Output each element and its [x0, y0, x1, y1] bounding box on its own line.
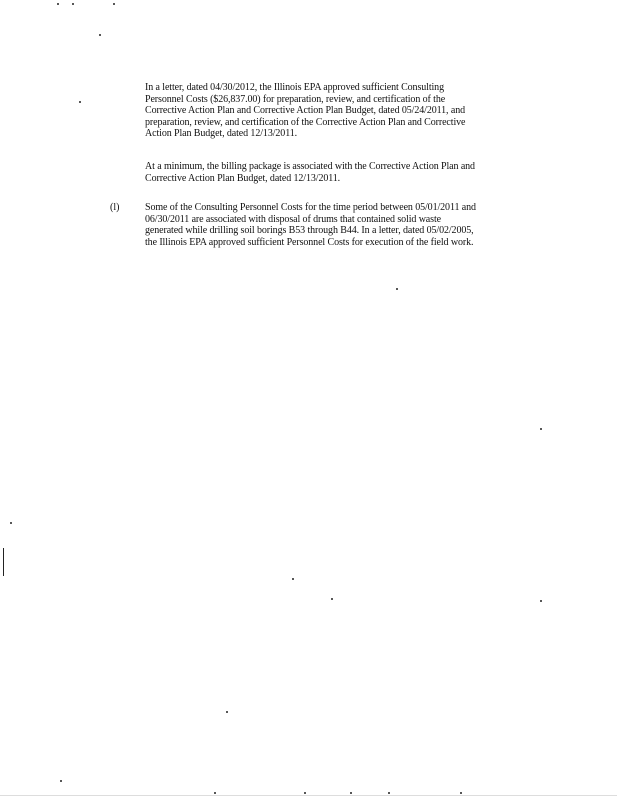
- scan-speck: [460, 792, 462, 794]
- text-line: the Illinois EPA approved sufficient Personnel Costs for execution of the field work.: [145, 236, 474, 248]
- scan-edge-mark: [3, 548, 4, 576]
- text-line: Corrective Action Plan and Corrective Action Plan Budget, dated 05/24/2011, and: [145, 105, 465, 117]
- scan-speck: [396, 288, 398, 290]
- scan-speck: [60, 780, 62, 782]
- scan-speck: [10, 522, 12, 524]
- text-line: In a letter, dated 04/30/2012, the Illinois EPA approved sufficient Consulting: [145, 82, 444, 93]
- item-label: (l): [110, 202, 120, 213]
- scan-speck: [350, 792, 352, 794]
- text-line: Personnel Costs ($26,837.00) for preparation, review, and certification of the: [145, 93, 446, 105]
- text-line: generated while drilling soil borings B53 through B44. In a letter, dated 05/02/2005,: [145, 225, 474, 237]
- scan-speck: [388, 792, 390, 794]
- text-line: preparation, review, and certification of the Corrective Action Plan and Corrective: [145, 116, 466, 128]
- scan-speck: [540, 600, 542, 602]
- scan-speck: [304, 792, 306, 794]
- scan-speck: [72, 3, 74, 5]
- scan-speck: [226, 711, 228, 713]
- scan-speck: [214, 792, 216, 794]
- paragraph-consulting-costs: [145, 202, 476, 248]
- text-line: Corrective Action Plan Budget, dated 12/13/2011.: [145, 172, 341, 184]
- scan-speck: [331, 598, 333, 600]
- scan-speck: [57, 3, 59, 5]
- text-line: 06/30/2011 are associated with disposal of drums that contained solid waste: [145, 213, 441, 225]
- scan-speck: [540, 428, 542, 430]
- paragraph-billing-package: [145, 161, 475, 184]
- text-line: At a minimum, the billing package is associated with the Corrective Action Plan and: [145, 161, 475, 172]
- scan-edge-mark: [0, 795, 617, 796]
- scan-speck: [113, 3, 115, 5]
- scan-speck: [79, 101, 81, 103]
- scan-speck: [292, 578, 294, 580]
- text-line: Action Plan Budget, dated 12/13/2011.: [145, 128, 298, 140]
- text-line: Some of the Consulting Personnel Costs for the time period between 05/01/2011 and: [145, 202, 476, 213]
- paragraph-approval-letter: [145, 82, 465, 140]
- scan-speck: [99, 34, 101, 36]
